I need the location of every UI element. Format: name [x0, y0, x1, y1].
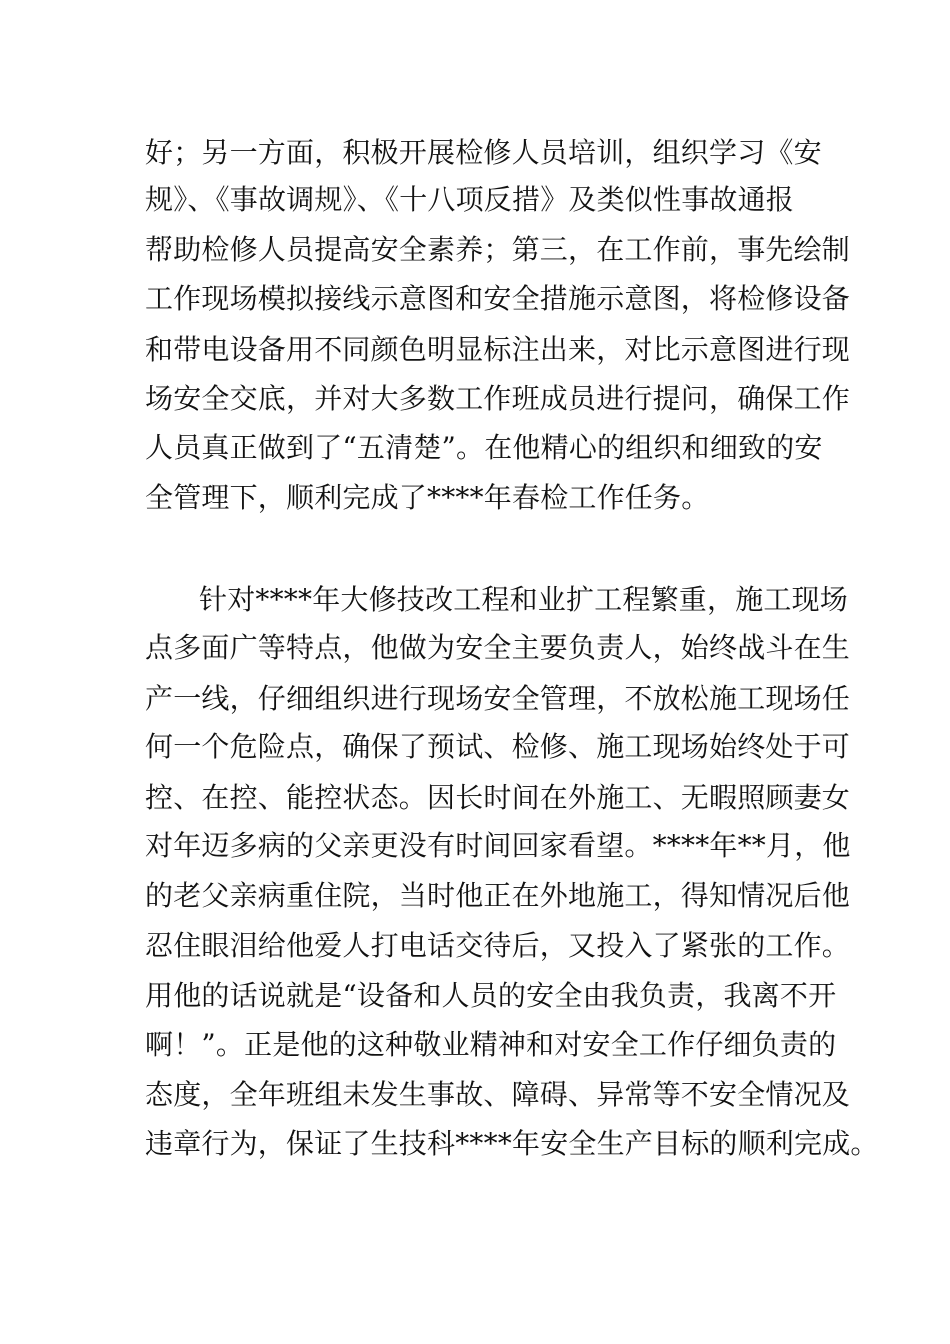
text-line: 针对****年大修技改工程和业扩工程繁重，施工现场: [199, 583, 849, 616]
text-line: 的老父亲病重住院，当时他正在外地施工，得知情况后他: [145, 879, 851, 912]
text-line: 忍住眼泪给他爱人打电话交待后，又投入了紧张的工作。: [145, 929, 851, 962]
text-line: 场安全交底，并对大多数工作班成员进行提问，确保工作: [145, 382, 851, 415]
text-line: 人员真正做到了“五清楚”。在他精心的组织和细致的安: [145, 431, 823, 464]
text-line: 规》、《事故调规》、《十八项反措》及类似性事故通报: [145, 183, 795, 216]
text-line: 点多面广等特点，他做为安全主要负责人，始终战斗在生: [145, 631, 851, 664]
text-line: 对年迈多病的父亲更没有时间回家看望。****年**月，他: [145, 829, 851, 862]
text-line: 全管理下，顺利完成了****年春检工作任务。: [145, 481, 710, 514]
text-line: 态度，全年班组未发生事故、障碍、异常等不安全情况及: [145, 1078, 851, 1111]
text-line: 何一个危险点，确保了预试、检修、施工现场始终处于可: [145, 730, 851, 763]
text-line: 好；另一方面，积极开展检修人员培训，组织学习《安: [145, 136, 822, 169]
text-line: 啊！”。正是他的这种敬业精神和对安全工作仔细负责的: [145, 1028, 837, 1061]
text-line: 用他的话说就是“设备和人员的安全由我负责，我离不开: [145, 979, 837, 1012]
text-line: 控、在控、能控状态。因长时间在外施工、无暇照顾妻女: [145, 781, 851, 814]
text-line: 和带电设备用不同颜色明显标注出来，对比示意图进行现: [145, 333, 851, 366]
text-line: 帮助检修人员提高安全素养；第三，在工作前，事先绘制: [145, 233, 851, 266]
text-line: 工作现场模拟接线示意图和安全措施示意图，将检修设备: [145, 282, 851, 315]
text-line: 违章行为，保证了生技科****年安全生产目标的顺利完成。: [145, 1127, 879, 1160]
text-line: 产一线，仔细组织进行现场安全管理，不放松施工现场任: [145, 682, 851, 715]
